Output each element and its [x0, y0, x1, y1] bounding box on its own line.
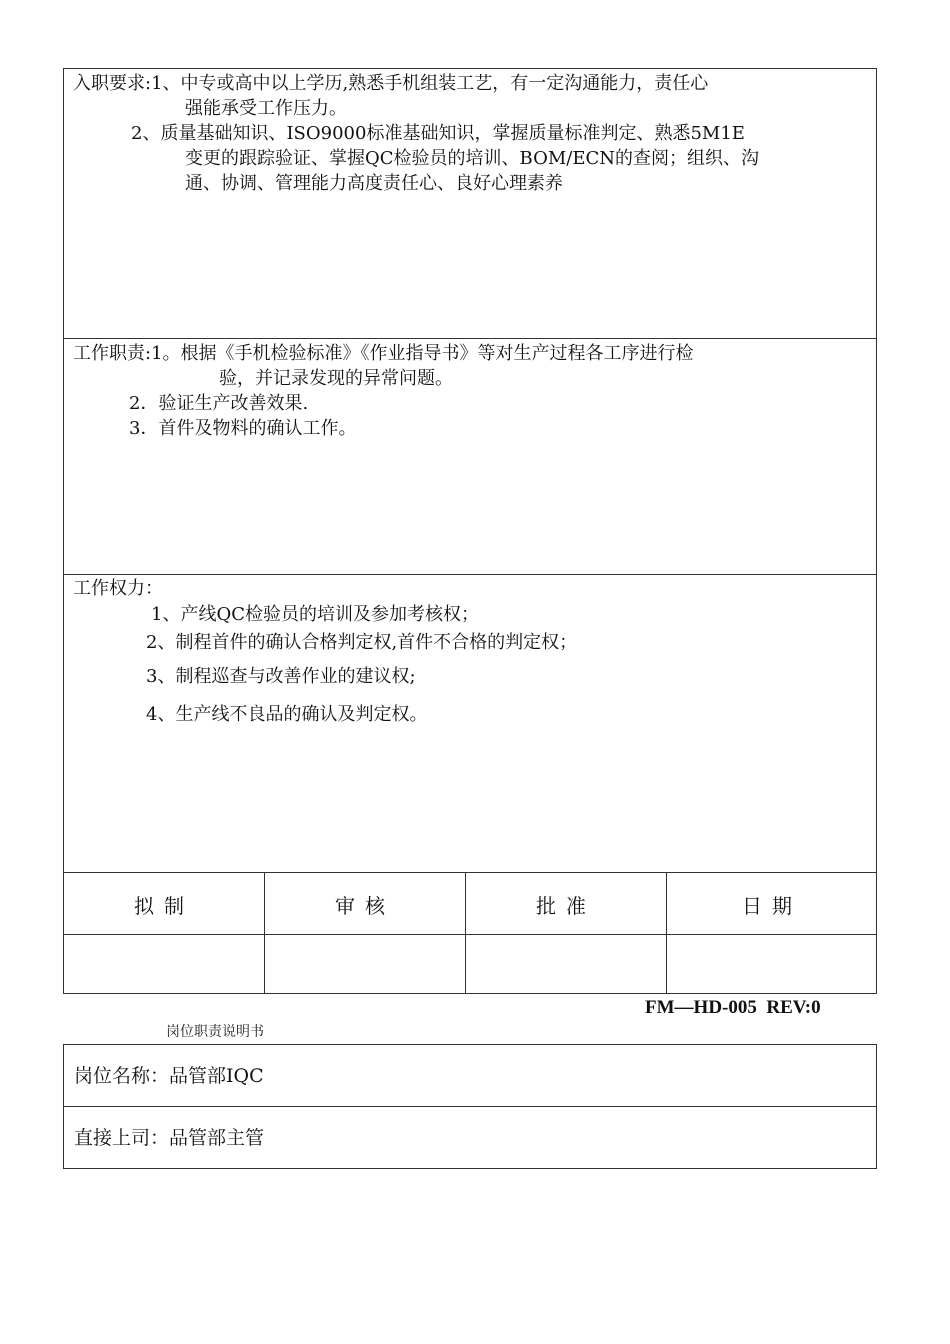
- duties-line: 工作职责:1。根据《手机检验标准》《作业指导书》等对生产过程各工序进行检: [73, 343, 694, 364]
- authority-item: 4、生产线不良品的确认及判定权。: [146, 704, 428, 725]
- signoff-header-draft: 拟制: [134, 893, 194, 918]
- duties-line: 3．首件及物料的确认工作。: [129, 418, 357, 439]
- duties-line: 验，并记录发现的异常问题。: [219, 368, 453, 389]
- requirements-line: 强能承受工作压力。: [185, 98, 347, 119]
- signoff-value-draft[interactable]: [64, 935, 264, 993]
- authority-section: [73, 576, 868, 734]
- requirements-line: 通、协调、管理能力高度责任心、良好心理素养: [185, 173, 563, 194]
- requirements-line: 入职要求:1、中专或高中以上学历,熟悉手机组装工艺，有一定沟通能力，责任心: [73, 73, 709, 94]
- duties-section: [73, 341, 868, 441]
- position-name: 岗位名称：品管部IQC: [74, 1065, 264, 1087]
- signoff-value-review[interactable]: [265, 935, 465, 993]
- requirements-line: 2、质量基础知识、ISO9000标准基础知识，掌握质量标准判定、熟悉5M1E: [131, 123, 745, 144]
- requirements-line: 变更的跟踪验证、掌握QC检验员的培训、BOM/ECN的查阅；组织、沟: [185, 148, 760, 169]
- row-divider: [64, 574, 876, 575]
- duties-line: 2．验证生产改善效果.: [129, 393, 309, 414]
- authority-title: 工作权力：: [73, 578, 163, 599]
- signoff-header-review: 审核: [335, 893, 395, 918]
- document-code: FM—HD-005 REV:0: [645, 997, 821, 1018]
- position-info-table: [63, 1044, 877, 1169]
- requirements-section: [73, 71, 868, 196]
- job-description-table: [63, 68, 877, 994]
- signoff-value-approve[interactable]: [466, 935, 666, 993]
- authority-item: 2、制程首件的确认合格判定权,首件不合格的判定权；: [146, 632, 578, 653]
- document-title: 岗位职责说明书: [166, 1024, 264, 1040]
- signoff-header-approve: 批准: [536, 893, 596, 918]
- authority-item: 1、产线QC检验员的培训及参加考核权；: [151, 604, 479, 625]
- row-divider: [64, 338, 876, 339]
- signoff-value-date[interactable]: [667, 935, 877, 993]
- row-divider: [64, 1106, 876, 1107]
- authority-item: 3、制程巡查与改善作业的建议权;: [146, 666, 416, 687]
- signoff-header-date: 日期: [742, 893, 802, 918]
- direct-supervisor: 直接上司：品管部主管: [74, 1127, 265, 1149]
